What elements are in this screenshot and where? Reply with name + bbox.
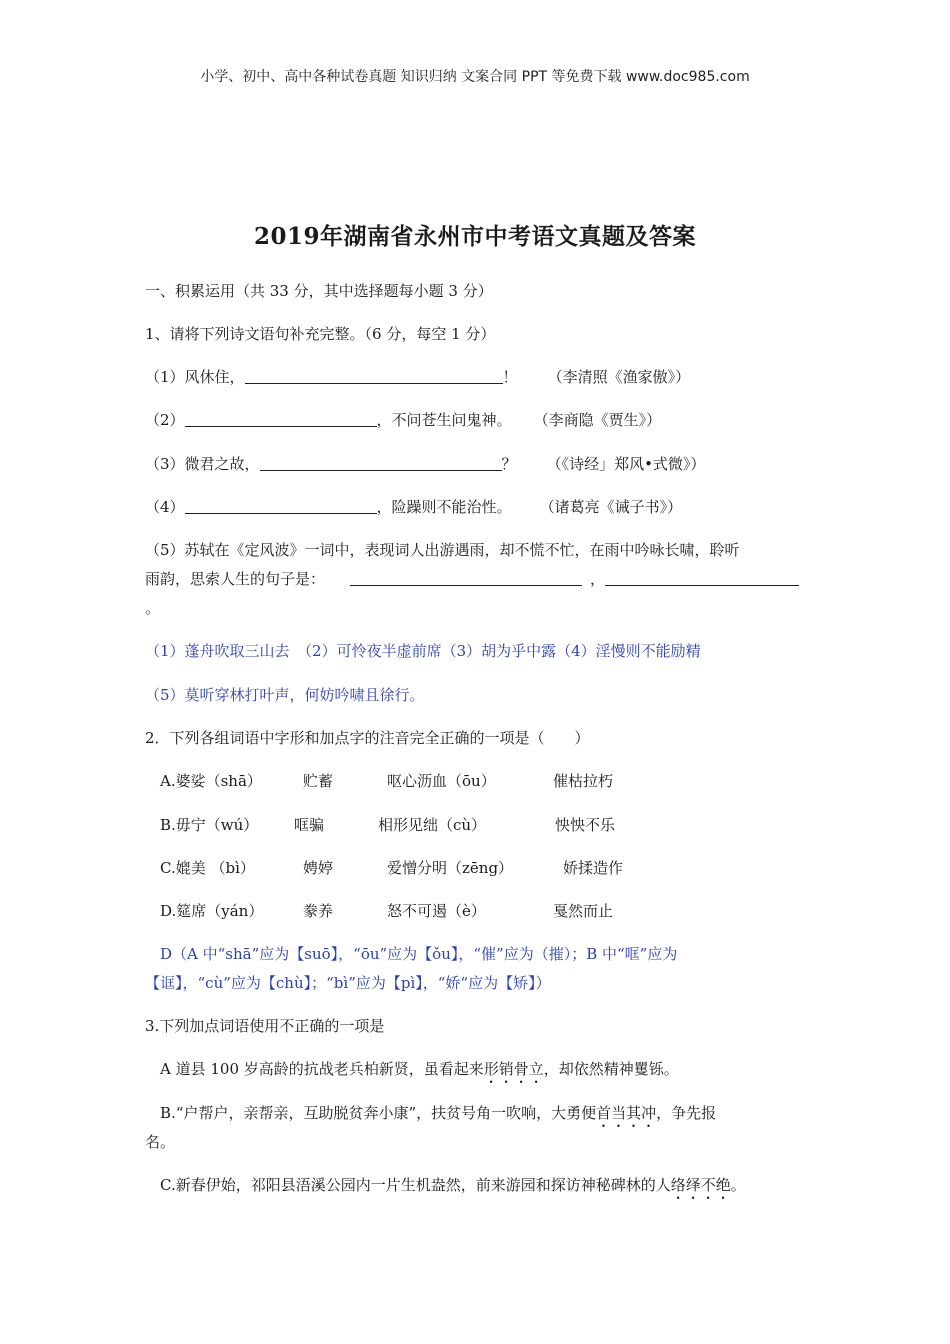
q3-option-b-cont: 名。 <box>145 1133 176 1151</box>
q3-option-a: A 道县 100 岁高龄的抗战老兵柏新贤，虽看起来形销骨立，却依然精神矍铄。 <box>160 1060 679 1078</box>
section-heading: 一、积累运用（共 33 分，其中选择题每小题 3 分） <box>145 282 493 300</box>
q2-answer-2: 【诓】，“cù”应为【chù】；“bì”应为【pì】，“娇“应为【矫】） <box>145 974 551 992</box>
q3-option-c: C.新春伊始，祁阳县浯溪公园内一片生机盎然，前来游园和探访神秘碑林的人络绎不绝。 <box>160 1176 746 1194</box>
q1-line-4: （4） ，险躁则不能治性。 （诸葛亮《诫子书》） <box>145 498 683 516</box>
q1-line-3: （3）微君之故， ？ （《诗经」郑风•式微》） <box>145 455 706 473</box>
question-2-stem: 2．下列各组词语中字形和加点字的注音完全正确的一项是（ ） <box>145 729 590 747</box>
site-header: 小学、初中、高中各种试卷真题 知识归纳 文案合同 PPT 等免费下载 www.doc985.com <box>200 69 750 85</box>
q1-line-1: （1）风休住， ！ （李清照《渔家傲》） <box>145 368 691 386</box>
dotted-term: 络绎不绝 <box>670 1176 731 1194</box>
answer-blank[interactable] <box>605 569 799 586</box>
q2-option-a: A.婆娑（shā） 贮蓄 呕心沥血（ōu） 催枯拉朽 <box>160 772 614 790</box>
q1-answer-2: （5）莫听穿林打叶声，何妨吟啸且徐行。 <box>145 686 425 704</box>
q1-answer-1: （1）蓬舟吹取三山去 （2）可怜夜半虚前席（3）胡为乎中露（4）淫慢则不能励精 <box>145 642 701 660</box>
question-1-stem: 1、请将下列诗文语句补充完整。（6 分，每空 1 分） <box>145 325 496 343</box>
page-title: 2019年湖南省永州市中考语文真题及答案 <box>253 223 696 250</box>
q3-option-b: B.“户帮户，亲帮亲，互助脱贫奔小康”，扶贫号角一吹响，大勇便首当其冲，争先报 <box>160 1104 717 1122</box>
q2-answer-1: D（A 中“shā”应为【suō】，“ōu”应为【ǒu】，“催”应为（摧）；B 中“哐”应为 <box>160 945 678 963</box>
answer-blank[interactable] <box>185 497 377 514</box>
q1-line-5a: （5）苏轼在《定风波》一词中，表现词人出游遇雨，却不慌不忙，在雨中吟咏长啸，聆听 <box>145 541 740 559</box>
q1-line-2: （2） ，不问苍生问鬼神。 （李商隐《贾生》） <box>145 411 662 429</box>
answer-blank[interactable] <box>260 454 502 471</box>
answer-blank[interactable] <box>185 410 377 427</box>
q2-option-b: B.毋宁（wú） 哐骗 相形见绌（cù） 怏怏不乐 <box>160 816 616 834</box>
q1-line-5c: 。 <box>145 599 161 617</box>
dotted-term: 形销骨立 <box>483 1060 544 1078</box>
answer-blank[interactable] <box>350 569 582 586</box>
dotted-term: 首当其冲 <box>596 1104 657 1122</box>
q2-option-c: C.媲美 （bì） 娉婷 爱憎分明（zēng） 娇揉造作 <box>160 859 624 877</box>
answer-blank[interactable] <box>245 367 503 384</box>
question-3-stem: 3.下列加点词语使用不正确的一项是 <box>145 1017 385 1035</box>
q1-line-5b: 雨韵，思索人生的句子是： ， <box>145 569 799 589</box>
q2-option-d: D.筵席（yán） 豢养 怒不可遏（è） 戛然而止 <box>160 902 614 920</box>
